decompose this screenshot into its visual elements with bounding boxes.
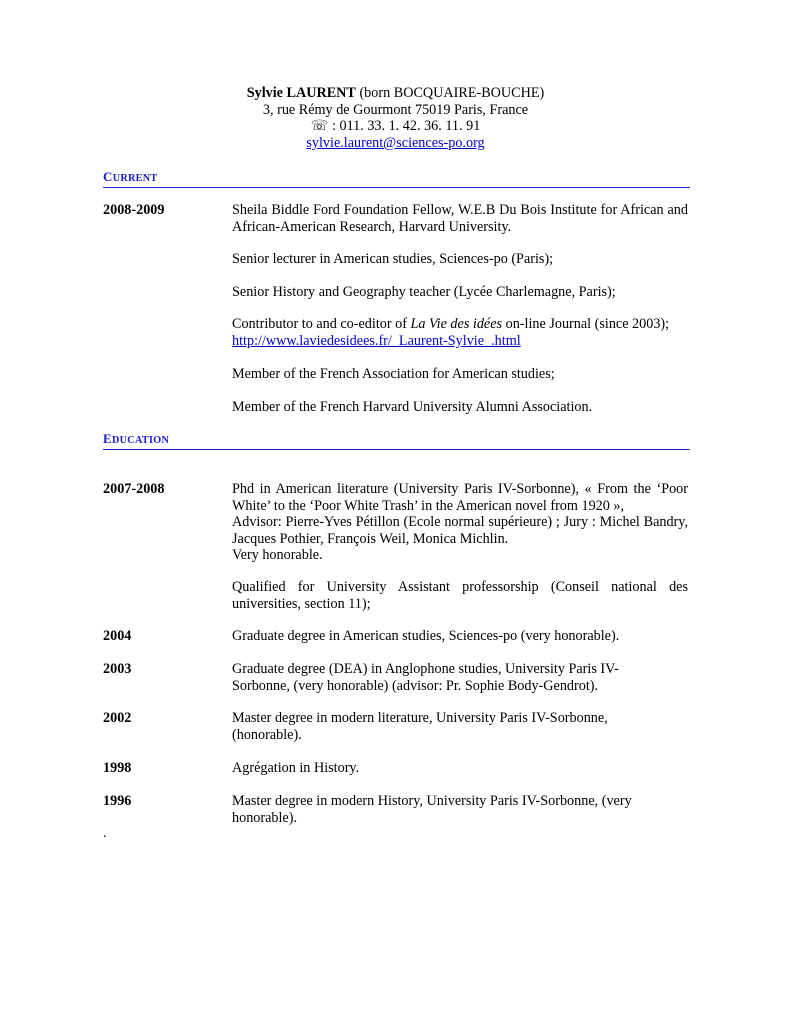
year-2002: 2002 bbox=[103, 710, 132, 726]
current-item-lecturer: Senior lecturer in American studies, Sciences-po (Paris); bbox=[232, 251, 554, 267]
education-qualification: Qualified for University Assistant professorship (Conseil national des universities, section 11); bbox=[232, 579, 688, 612]
current-item-member-association: Member of the French Association for American studies; bbox=[232, 366, 555, 382]
year-current: 2008-2009 bbox=[103, 202, 165, 218]
current-item-member-alumni: Member of the French Harvard University Alumni Association. bbox=[232, 399, 593, 415]
email-link[interactable]: sylvie.laurent@sciences-po.org bbox=[306, 134, 485, 151]
year-2003: 2003 bbox=[103, 661, 132, 677]
education-2002: Master degree in modern literature, University Paris IV-Sorbonne, (honorable). bbox=[232, 710, 608, 743]
year-1996: 1996 bbox=[103, 793, 132, 809]
phone-line bbox=[0, 118, 791, 135]
current-item-teacher: Senior History and Geography teacher (Lycée Charlemagne, Paris); bbox=[232, 284, 616, 300]
journal-link-line bbox=[232, 333, 688, 350]
journal-title: La Vie des idées bbox=[410, 316, 503, 332]
person-name: Sylvie LAURENT bbox=[246, 85, 356, 101]
cv-header bbox=[0, 85, 791, 151]
education-2004: Graduate degree in American studies, Sciences-po (very honorable). bbox=[232, 628, 620, 644]
education-1996: Master degree in modern History, University Paris IV-Sorbonne, (very honorable). bbox=[232, 793, 632, 826]
education-1998: Agrégation in History. bbox=[232, 760, 360, 776]
journal-link[interactable]: http://www.laviedesidees.fr/_Laurent-Sylvie_.html bbox=[232, 333, 521, 349]
year-1998: 1998 bbox=[103, 760, 132, 776]
year-2004: 2004 bbox=[103, 628, 132, 644]
trailing-dot: . bbox=[103, 826, 107, 841]
section-title-education: EDUCATION bbox=[103, 432, 690, 450]
year-phd: 2007-2008 bbox=[103, 481, 165, 497]
section-title-current: CURRENT bbox=[103, 170, 690, 188]
current-item-fellow: Sheila Biddle Ford Foundation Fellow, W.E.B Du Bois Institute for African and African-American Research, Harvard University. bbox=[232, 202, 688, 235]
telephone-icon: ☏ bbox=[310, 118, 329, 135]
current-item-contributor: Contributor to and co-editor of La Vie des idées on-line Journal (since 2003); bbox=[232, 316, 670, 332]
address: 3, rue Rémy de Gourmont 75019 Paris, France bbox=[262, 101, 529, 118]
education-2003: Graduate degree (DEA) in Anglophone studies, University Paris IV-Sorbonne, (very honorable) (advisor: Pr. Sophie Body-Gendrot). bbox=[232, 661, 619, 694]
name-line bbox=[0, 85, 791, 102]
education-phd: Phd in American literature (University Paris IV-Sorbonne), « From the ‘Poor White’ to the ‘Poor White Trash’ in the American novel from 1920 », Advisor: Pierre-Yves Pétillon (Ecole normal supérieure) ; Jury : Michel Bandry, Jacques Pothier, François Weil, Monica Michlin. Very honorable. bbox=[232, 481, 688, 564]
birth-name: (born BOCQUAIRE-BOUCHE) bbox=[359, 85, 545, 101]
phone-number: : 011. 33. 1. 42. 36. 11. 91 bbox=[331, 118, 481, 135]
